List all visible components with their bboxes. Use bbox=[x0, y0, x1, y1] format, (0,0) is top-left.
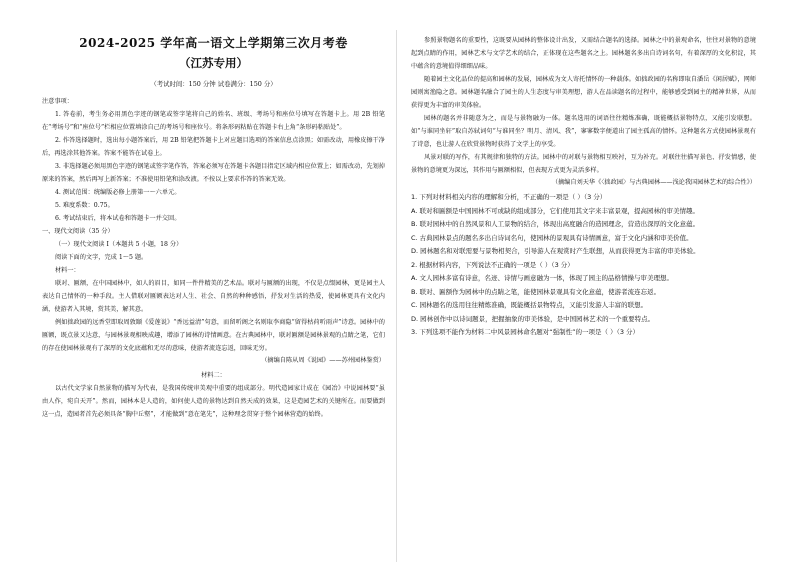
question-option: A. 文人园林多富有诗意，名迹、诗情与画意融为一体，体现了园主的品格情操与审美理想。 bbox=[411, 274, 673, 282]
instruction: 阅读下面的文字，完成 1～5 题。 bbox=[55, 254, 148, 261]
notice-item: 6. 考试结束后，将本试卷和答题卡一并交回。 bbox=[55, 215, 181, 222]
material-paragraph: 参照景物题名的重要性，这既要从园林的整体设计出发，又需结合题名的选择。园林之中的景观命名，往往对景物的意境起到点睛的作用，园林艺术与文学艺术的结合，正体现在这些题名之上。园林题名多出自诗词名句，有着深厚的文化积淀，其中蕴含的意境值得细细品味。 bbox=[411, 37, 756, 70]
exam-meta: （考试时间：150 分钟 试卷满分：150 分） bbox=[150, 80, 277, 88]
question-option: D. 园林题名和对联需要与景物相契合，引导游人在观赏时产生联想，从而获得更为丰富的审美体验。 bbox=[411, 247, 700, 255]
exam-title: 2024-2025 学年高一语文上学期第三次月考卷 bbox=[79, 36, 348, 50]
section-heading: 一、现代文阅读（35 分） bbox=[42, 228, 114, 235]
source-note: （摘编自陈从周《说园》——苏州园林鉴赏） bbox=[261, 357, 385, 364]
question-option: B. 联对、匾额作为园林中的点睛之笔，能使园林景观具有文化意蕴，使游者流连忘返。 bbox=[411, 287, 661, 296]
source-note: （摘编自刘天华《〈拙政园〉与古典园林——浅论我国园林艺术的综合性》） bbox=[551, 179, 756, 186]
question-stem: 1. 下列对材料相关内容的理解和分析，不正确的一项是（ ）（3 分） bbox=[411, 193, 607, 201]
material-label: 材料二： bbox=[201, 372, 226, 379]
material-paragraph: 园林的题名并非随意为之，而是与景物融为一体。题名选用的词语往往精炼准确，既能概括景物特点，又能引发联想。如“与谁同坐轩”取自苏轼词句“与谁同坐？明月、清风、我”，寥寥数字便道出了园主孤高的情怀。这种题名方式使园林景观有了诗意，也让游人在欣赏景物时获得了文学上的享受。 bbox=[411, 115, 756, 148]
subsection-heading: （一）现代文阅读 I（本题共 5 小题，18 分） bbox=[55, 241, 183, 248]
material-paragraph: 风景对联的写作，有其规律和独特的方法。园林中的对联与景物相互映衬，互为补充。对联往往描写景色、抒发情感，使景物的意境更为深远，其作用与匾额相似，但表现方式更为灵活多样。 bbox=[411, 154, 756, 174]
notice-item: 1. 答卷前，考生务必用黑色字迹的钢笔或签字笔将自己的姓名、班级、考场号和座位号填写在答题卡上。用 2B 铅笔在“考场号”和“座位号”栏相应位置填涂自己的考场号和座位号。将条形码粘贴在答题卡右上角“条形码粘贴处”。 bbox=[42, 111, 385, 131]
notice-item: 5. 难度系数：0.75。 bbox=[55, 202, 114, 209]
notice-heading: 注意事项： bbox=[42, 98, 73, 105]
question-option: D. 园林创作中以诗词题景，把握抽象的审美体验，是中国园林艺术的一个重要特点。 bbox=[411, 314, 655, 323]
material-paragraph: 例如拙政园的远香堂即取周敦颐《爱莲说》“香远益清”句意，而留听阁之名则取李商隐“留得枯荷听雨声”诗意。园林中的匾额，既点景又达意，与园林景观相映成趣，增添了园林的诗情画意。在古典园林中，联对匾额是园林景观的点睛之笔，它们的存在使园林景观有了深厚的文化底蕴和无尽的意味，使游者流连忘返，回味无穷。 bbox=[42, 319, 385, 352]
question-option: B. 联对园林中的自然风景和人工景物的结合，体现出高度融合的造园理念，营造出深厚的文化意蕴。 bbox=[411, 220, 700, 228]
question-option: C. 古典园林景点的题名多出自诗词名句，使园林的景观具有诗情画意，富于文化内涵和审美价值。 bbox=[411, 233, 693, 242]
question-option: C. 园林题名的选用往往精炼准确，既能概括景物特点，又能引发游人丰富的联想。 bbox=[411, 301, 648, 309]
right-page bbox=[397, 0, 794, 562]
question-stem: 2. 根据材料内容，下列说法不正确的一项是（ ）（3 分） bbox=[411, 260, 574, 269]
material-label: 材料一： bbox=[55, 267, 80, 274]
notice-item: 3. 非选择题必须用黑色字迹的钢笔或签字笔作答，答案必须写在答题卡各题目指定区域内相应位置上；如需改动，先划掉原来的答案，然后再写上新答案；不准使用铅笔和涂改液。不按以上要求作答的答案无效。 bbox=[42, 163, 385, 183]
material-paragraph: 联对、匾额，在中国园林中，如人的眉目，如同一件件精美的艺术品。联对与匾额的出现，不仅是点缀园林，更是园主人表达自己情怀的一种手段。主人借联对匾额表达对人生、社会、自然的种种感悟，抒发对生活的热爱，使园林更具有文化内涵，使游者入其境，赏其美，解其意。 bbox=[42, 280, 385, 313]
question-stem: 3. 下列选项不能作为材料二中风景园林命名题对“强制性”的一项是（ ）（3 分） bbox=[411, 328, 640, 336]
question-option: A. 联对和匾额是中国园林不可或缺的组成部分，它们使用其文字来丰富景观，提高园林的审美情趣。 bbox=[411, 206, 699, 215]
notice-item: 2. 作答选择题时，选出每小题答案后，用 2B 铅笔把答题卡上对应题目选项的答案信息点涂黑；如需改动，用橡皮擦干净后，再选涂其他答案。答案不能答在试卷上。 bbox=[42, 137, 385, 157]
material-paragraph: 以古代文学家自然景物的描写为代表，是我国传统审美观中重要的组成部分。明代造园家计成在《园冶》中说园林要“虽由人作，宛自天开”。然而，园林本是人造的，如何使人造的景物达到自然天成的效果，这是造园艺术的关键所在。而要做到这一点，造园者首先必须具备“胸中丘壑”，才能做到“意在笔先”，这种理念贯穿于整个园林营造的始终。 bbox=[42, 385, 385, 418]
material-paragraph: 随着园主文化品位的提高和园林的发展，园林成为文人寄托情怀的一种载体。如拙政园的名称即取自潘岳《闲居赋》，网师园则寓渔隐之意。园林题名融合了园主的人生态度与审美理想，游人在品读题名的过程中，能够感受到园主的精神世界，从而获得更为丰富的审美体验。 bbox=[411, 76, 756, 109]
notice-item: 4. 测试范围：统编版必修上册第一～六单元。 bbox=[55, 189, 181, 196]
exam-subtitle: （江苏专用） bbox=[179, 56, 248, 70]
